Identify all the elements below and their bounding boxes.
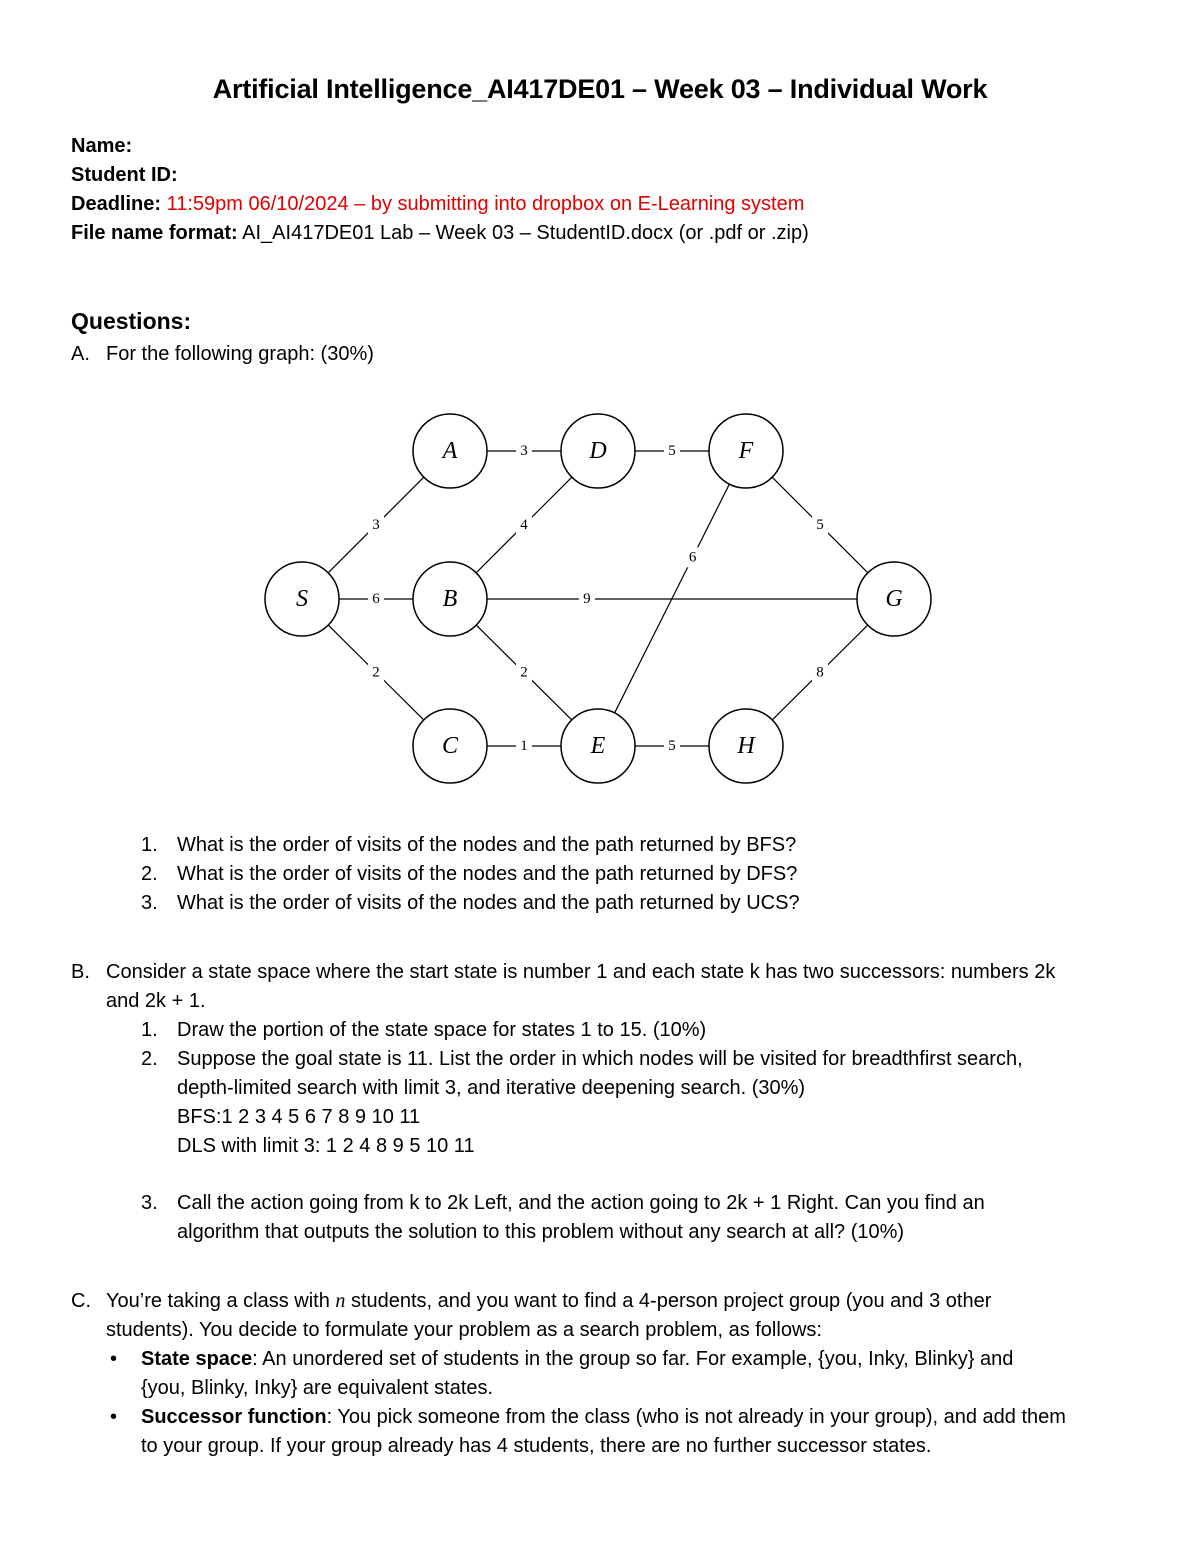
bullet-state-space bbox=[141, 1345, 1013, 1374]
bullet-icon: • bbox=[110, 1348, 118, 1370]
node-label-E: E bbox=[590, 733, 606, 759]
node-label-A: A bbox=[442, 438, 458, 464]
state-space-label: State space bbox=[141, 1348, 253, 1370]
questions-heading: Questions: bbox=[71, 308, 192, 334]
section-b-marker: B. bbox=[71, 961, 90, 983]
b-item-2-num: 2. bbox=[141, 1048, 158, 1070]
name-label: Name: bbox=[71, 135, 133, 157]
edge-weight-B-D: 4 bbox=[520, 517, 528, 533]
b-item-2-line2: depth-limited search with limit 3, and iterative deepening search. (30%) bbox=[177, 1077, 806, 1099]
state-space-line2: {you, Blinky, Inky} are equivalent states. bbox=[141, 1377, 494, 1399]
edge-weight-B-G: 9 bbox=[583, 591, 591, 607]
section-c-variable-n: n bbox=[335, 1290, 346, 1312]
node-label-B: B bbox=[442, 586, 458, 612]
a-item-3-text: What is the order of visits of the nodes and the path returned by UCS? bbox=[177, 892, 800, 914]
a-item-2-text: What is the order of visits of the nodes and the path returned by DFS? bbox=[177, 863, 798, 885]
document-title: Artificial Intelligence_AI417DE01 – Week 03 – Individual Work bbox=[212, 74, 988, 104]
edge-weight-S-B: 6 bbox=[372, 591, 380, 607]
successor-function-line1: : You pick someone from the class (who is not already in your group), and add them bbox=[326, 1406, 1066, 1428]
state-space-line1: : An unordered set of students in the group so far. For example, {you, Inky, Blinky} and bbox=[252, 1348, 1014, 1370]
node-label-D: D bbox=[589, 438, 607, 464]
node-label-G: G bbox=[885, 586, 903, 612]
deadline-value: 11:59pm 06/10/2024 – by submitting into dropbox on E-Learning system bbox=[166, 193, 805, 215]
section-a-text: For the following graph: (30%) bbox=[106, 343, 374, 365]
edge-weight-S-A: 3 bbox=[372, 517, 380, 533]
edge-weight-S-C: 2 bbox=[372, 664, 380, 681]
b-item-3-num: 3. bbox=[141, 1192, 158, 1214]
edge-weight-H-G: 8 bbox=[816, 664, 824, 681]
student-id-label: Student ID: bbox=[71, 164, 178, 186]
section-b-text-line1: Consider a state space where the start state is number 1 and each state k has two successors: numbers 2k bbox=[106, 961, 1056, 983]
deadline-label: Deadline: bbox=[71, 193, 162, 215]
successor-function-line2: to your group. If your group already has 4 students, there are no further successor states. bbox=[141, 1435, 932, 1457]
a-item-1-text: What is the order of visits of the nodes and the path returned by BFS? bbox=[177, 834, 797, 856]
section-c-line1 bbox=[106, 1287, 991, 1316]
file-format-label: File name format: bbox=[71, 222, 238, 244]
section-c-line2: students). You decide to formulate your problem as a search problem, as follows: bbox=[106, 1319, 822, 1341]
edge-weight-C-E: 1 bbox=[520, 738, 528, 754]
successor-function-label: Successor function bbox=[141, 1406, 327, 1428]
section-a-marker: A. bbox=[71, 343, 90, 365]
b-item-2-line1: Suppose the goal state is 11. List the order in which nodes will be visited for breadthfirst search, bbox=[177, 1048, 1023, 1070]
dls-answer: DLS with limit 3: 1 2 4 8 9 5 10 11 bbox=[177, 1135, 475, 1157]
bullet-icon: • bbox=[110, 1406, 118, 1428]
edge-weight-D-F: 5 bbox=[668, 443, 676, 459]
edge-weight-E-H: 5 bbox=[668, 738, 676, 754]
b-item-3-line2: algorithm that outputs the solution to this problem without any search at all? (10%) bbox=[177, 1221, 905, 1243]
section-c-line1-post: students, and you want to find a 4-person project group (you and 3 other bbox=[345, 1290, 992, 1312]
section-c-line1-pre: You’re taking a class with bbox=[106, 1290, 336, 1312]
node-label-H: H bbox=[737, 733, 755, 759]
edge-weight-B-E: 2 bbox=[520, 664, 528, 681]
b-item-1-num: 1. bbox=[141, 1019, 158, 1041]
a-item-1-num: 1. bbox=[141, 834, 158, 856]
section-c-marker: C. bbox=[71, 1290, 91, 1312]
a-item-3-num: 3. bbox=[141, 892, 158, 914]
file-format-value: AI_AI417DE01 Lab – Week 03 – StudentID.docx (or .pdf or .zip) bbox=[242, 222, 809, 244]
node-label-F: F bbox=[738, 438, 754, 464]
node-label-S: S bbox=[296, 586, 308, 612]
edge-weight-E-F: 6 bbox=[688, 549, 697, 566]
bfs-answer: BFS:1 2 3 4 5 6 7 8 9 10 11 bbox=[177, 1106, 421, 1128]
edge-weight-A-D: 3 bbox=[520, 443, 528, 459]
a-item-2-num: 2. bbox=[141, 863, 158, 885]
b-item-3-line1: Call the action going from k to 2k Left, and the action going to 2k + 1 Right. Can you find an bbox=[177, 1192, 985, 1214]
section-b-text-line2: and 2k + 1. bbox=[106, 990, 206, 1012]
b-item-1-text: Draw the portion of the state space for states 1 to 15. (10%) bbox=[177, 1019, 707, 1041]
bullet-successor-function bbox=[141, 1403, 1066, 1432]
node-label-C: C bbox=[441, 733, 459, 759]
edge-weight-F-G: 5 bbox=[816, 517, 824, 533]
